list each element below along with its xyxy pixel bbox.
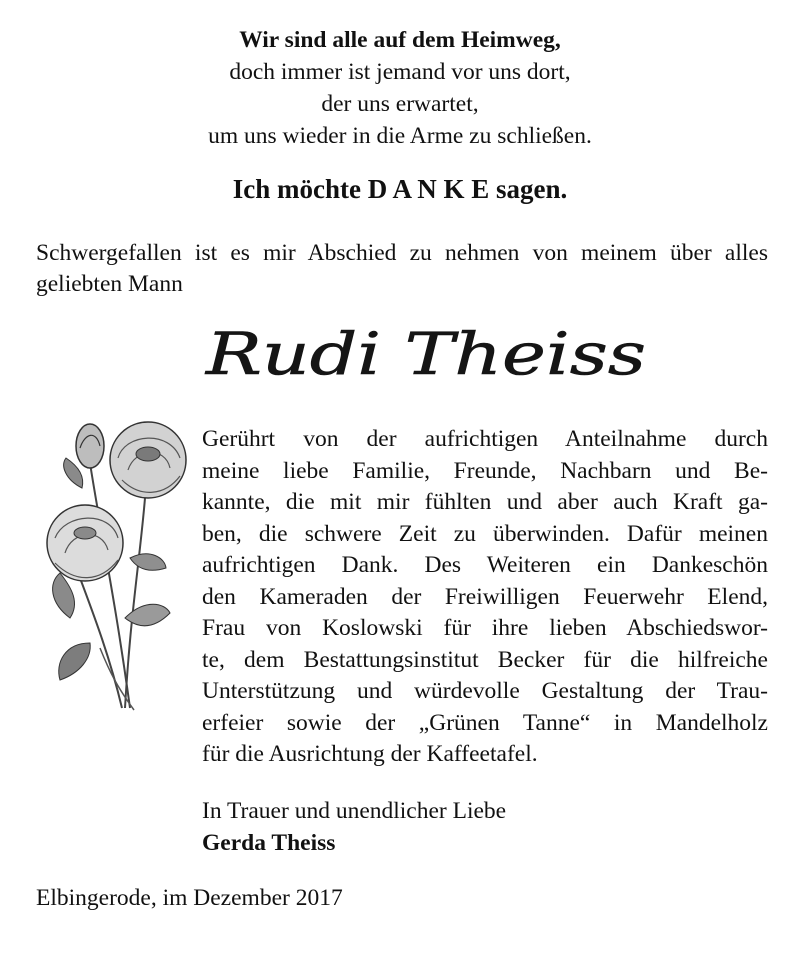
- body-line: ben, die schwere Zeit zu überwinden. Dafür meinen: [202, 520, 768, 547]
- body-line: aufrichtigen Dank. Des Weiteren ein Dankeschön: [202, 552, 768, 578]
- poem-line: der uns erwartet,: [321, 91, 479, 117]
- body-line: Frau von Koslowski für ihre lieben Abschiedswor-: [202, 615, 768, 641]
- place-date: Elbingerode, im Dezember 2017: [36, 885, 343, 911]
- poem-line: Wir sind alle auf dem Heimweg,: [239, 27, 561, 53]
- body-line: erfeier sowie der „Grünen Tanne“ in Mandelholz: [202, 709, 768, 736]
- body-line: Unterstützung und würdevolle Gestaltung der Trau-: [202, 678, 768, 704]
- body-line: te, dem Bestattungsinstitut Becker für die hilfreiche: [202, 646, 768, 673]
- poem: [0, 24, 800, 152]
- body-line: den Kameraden der Freiwilligen Feuerwehr Elend,: [202, 583, 768, 610]
- body-line: meine liebe Familie, Freunde, Nachbarn und Be-: [202, 457, 768, 484]
- closing-line: In Trauer und unendlicher Liebe: [202, 798, 507, 824]
- closing: [202, 795, 506, 859]
- body-line: Gerührt von der aufrichtigen Anteilnahme durch: [202, 426, 768, 452]
- roses-illustration-icon: [30, 418, 200, 718]
- body-line: für die Ausrichtung der Kaffeetafel.: [202, 741, 538, 767]
- intro-text: Schwergefallen ist es mir Abschied zu nehmen von meinem über alles geliebten Mann: [36, 240, 768, 297]
- thanks-body: [202, 424, 768, 771]
- signer-name: Gerda Theiss: [202, 830, 336, 856]
- body-line: kannte, die mit mir fühlten und aber auch Kraft ga-: [202, 489, 768, 515]
- thanks-heading: Ich möchte D A N K E sagen.: [232, 174, 568, 204]
- poem-line: doch immer ist jemand vor uns dort,: [229, 59, 571, 85]
- poem-line: um uns wieder in die Arme zu schließen.: [208, 123, 592, 149]
- deceased-name: Rudi Theiss: [204, 320, 646, 388]
- deceased-name-calligraphy: [196, 318, 656, 398]
